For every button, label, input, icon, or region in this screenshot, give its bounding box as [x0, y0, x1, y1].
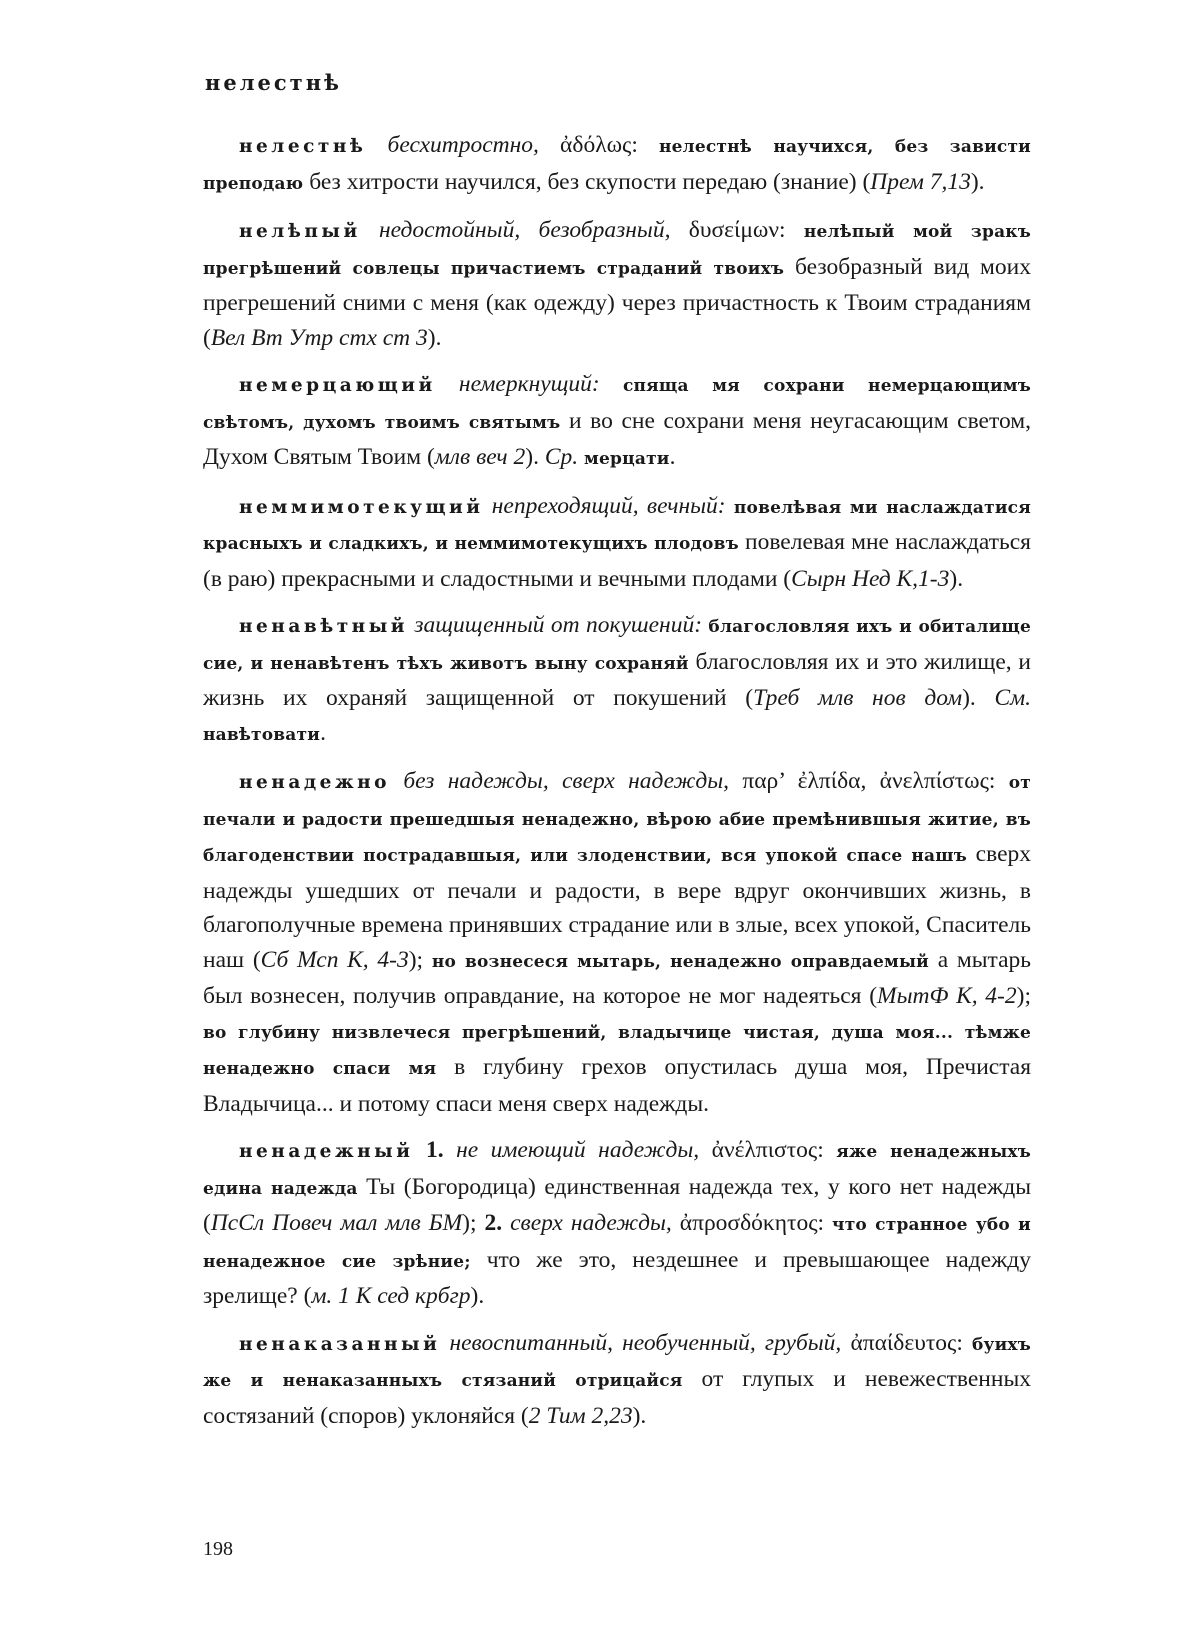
italic-text: недостойный, безобразный,	[378, 217, 671, 243]
plain-text: δυσείμων:	[670, 217, 804, 243]
plain-text: );	[1016, 983, 1031, 1009]
slavonic-text: благословляя ихъ и обиталище сие, и ненавѣтенъ тѣхъ животъ выну сохраняй	[203, 617, 1031, 674]
running-head: нелестнѣ	[205, 70, 342, 95]
italic-text: сверх надежды,	[510, 1210, 672, 1236]
entry	[203, 213, 1031, 355]
headword: ненадежно	[239, 772, 391, 793]
headword: ненаказанный	[239, 1333, 441, 1355]
plain-text: .	[320, 719, 326, 746]
plain-text	[390, 768, 403, 794]
sense-number: 2.	[484, 1210, 503, 1236]
headword: немерцающий	[239, 375, 436, 396]
italic-text: без надежды, сверх надежды,	[403, 768, 730, 794]
plain-text: ).	[427, 324, 442, 351]
italic-text: Прем 7,13	[870, 168, 971, 195]
italic-text: 2 Тим 2,23	[528, 1402, 633, 1429]
plain-text: без хитрости научился, без скупости передаю (знание) (	[303, 168, 871, 195]
headword: нелестнѣ	[239, 136, 367, 157]
plain-text: ).	[470, 1283, 485, 1309]
headword: ненадежный	[239, 1141, 414, 1162]
slavonic-text: повелѣвая ми наслаждатися красныхъ и сладкихъ, и неммимотекущихъ плодовъ	[203, 497, 1031, 554]
plain-text: от глупых и невежественных состязаний (споров) уклоняйся (	[203, 1366, 1031, 1429]
entry	[203, 489, 1031, 597]
slavonic-text: во глубину низвлечеся прегрѣшений, владычице чистая, душа моя... тѣмже ненадежно спаси мя	[203, 1022, 1031, 1079]
plain-text	[444, 1137, 457, 1163]
headword: ненавѣтный	[239, 616, 408, 637]
plain-text: ἀπροσδόκητος:	[671, 1210, 833, 1236]
plain-text: .	[669, 444, 676, 470]
headword: нелѣпый	[239, 221, 361, 242]
italic-text: См.	[994, 685, 1031, 711]
entry	[203, 367, 1031, 477]
italic-text: непреходящий, вечный:	[491, 492, 726, 519]
slavonic-text: спяща мя сохрани немерцающимъ свѣтомъ, духомъ твоимъ святымъ	[203, 376, 1032, 433]
plain-text: ἀδόλως:	[538, 132, 660, 158]
plain-text: ).	[962, 685, 995, 711]
italic-text: МытФ К, 4-2	[877, 983, 1017, 1009]
italic-text: млв веч 2	[434, 444, 526, 470]
page-number: 198	[203, 1538, 233, 1560]
entry	[203, 1326, 1031, 1434]
italic-text: не имеющий надежды,	[456, 1137, 700, 1163]
slavonic-text: нелестнѣ научихся, без зависти преподаю	[203, 137, 1031, 194]
italic-text: Сб Мсп К, 4-3	[260, 946, 409, 973]
plain-text: ἀνέλπιστος:	[699, 1137, 837, 1163]
italic-text: бесхитростно,	[387, 132, 539, 158]
plain-text: );	[462, 1210, 485, 1236]
plain-text	[413, 1137, 426, 1163]
slavonic-text: буихъ же и ненаказанныхъ стязаний отрицайся	[203, 1334, 1032, 1391]
plain-text: в глубину грехов опустилась душа моя, Пречистая Владычица... и потому спаси меня сверх надежды.	[203, 1054, 1032, 1117]
slavonic-text: яже ненадежныхъ едина надежда	[203, 1142, 1032, 1199]
plain-text: сверх надежды ушедших от печали и радости, в вере вдруг окончивших жизнь, в благополучные времена принявших страдание или в злые, всех упокой, Спаситель наш (	[203, 841, 1031, 973]
plain-text: и во сне сохрани меня неугасающим светом, Духом Святым Твоим (	[203, 407, 1031, 470]
plain-text: ).	[632, 1402, 647, 1429]
italic-text: ПсСл Повеч мал млв БМ	[210, 1210, 463, 1236]
plain-text: повелевая мне наслаждаться (в раю) прекрасными и сладостными и вечными плодами (	[203, 529, 1031, 592]
italic-text: защищенный от покушений:	[414, 612, 703, 638]
slavonic-text: нелѣпый мой зракъ прегрѣшений совлецы причастиемъ страданий твоихъ	[203, 222, 1032, 279]
entry	[203, 764, 1031, 1121]
italic-text: невоспитанный, необученный, грубый,	[449, 1329, 842, 1356]
plain-text	[600, 371, 623, 397]
plain-text	[483, 493, 491, 519]
slavonic-text: мерцати	[584, 449, 670, 469]
headword: неммимотекущий	[239, 496, 484, 518]
italic-text: Сырн Нед К,1-3	[791, 565, 950, 592]
slavonic-text: навѣтовати	[203, 724, 321, 745]
plain-text: ).	[949, 565, 964, 592]
plain-text	[502, 1210, 510, 1236]
italic-text: Вел Вт Утр стх ст 3	[210, 324, 428, 351]
plain-text: благословляя их и это жилище, и жизнь их охраняй защищенной от покушений (	[203, 648, 1031, 711]
italic-text: Ср.	[544, 444, 579, 470]
entry	[203, 1133, 1031, 1314]
slavonic-text: но вознесеся мытарь, ненадежно оправдаемый	[431, 951, 929, 972]
plain-text: ).	[970, 168, 985, 195]
italic-text: немеркнущий:	[458, 371, 600, 397]
entry	[203, 128, 1031, 201]
plain-text: ἀπαίδευτος:	[841, 1329, 972, 1356]
dictionary-text	[203, 128, 1031, 1445]
slavonic-text: что странное убо и ненадежное сие зрѣние;	[203, 1215, 1031, 1272]
plain-text	[436, 371, 459, 397]
italic-text: м. 1 К сед крбгр	[311, 1283, 471, 1309]
plain-text: );	[408, 946, 432, 973]
plain-text: παρ’ ἐλπίδα, ἀνελπίστως:	[729, 768, 1009, 794]
slavonic-text: от печали и радости прешедшыя ненадежно, вѣрою абие премѣнившыя житие, въ благоденствии пострадавшыя, или злоденствии, вся упокой спасе нашъ	[203, 773, 1032, 866]
plain-text	[726, 493, 734, 519]
plain-text: что же это, нездешнее и превышающее надежду зрелище? (	[203, 1246, 1031, 1309]
plain-text: а мытарь был вознесен, получив оправдание, на которое не мог надеяться (	[203, 946, 1031, 1009]
plain-text	[361, 217, 379, 243]
entry	[203, 608, 1031, 752]
plain-text: ).	[525, 444, 545, 470]
plain-text	[366, 132, 387, 158]
sense-number: 1.	[425, 1137, 444, 1163]
plain-text: безобразный вид моих прегрешений сними с меня (как одежду) через причастность к Твоим страданиям (	[203, 253, 1031, 351]
plain-text: Ты (Богородица) единственная надежда тех, у кого нет надежды (	[203, 1173, 1031, 1236]
italic-text: Треб млв нов дом	[753, 685, 963, 711]
